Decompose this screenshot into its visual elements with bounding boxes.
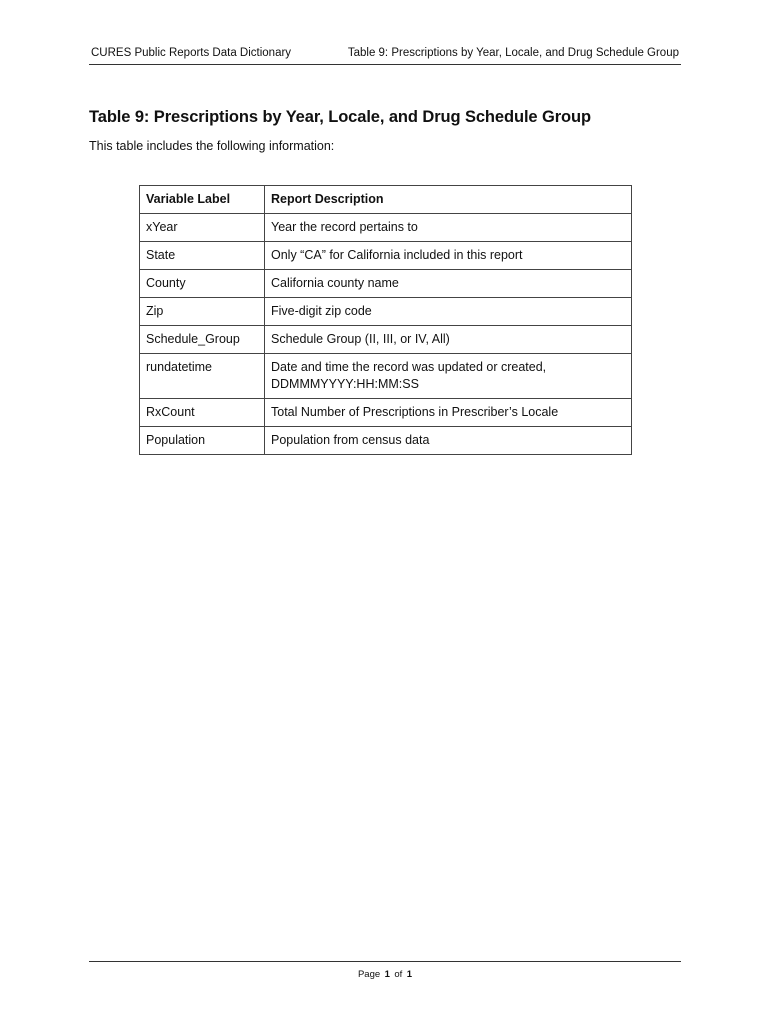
page-title: Table 9: Prescriptions by Year, Locale, and Drug Schedule Group (89, 108, 591, 126)
variable-label-cell: rundatetime (140, 354, 265, 399)
page-label: Page (357, 969, 381, 980)
report-description-cell: Total Number of Prescriptions in Prescriber’s Locale (265, 399, 632, 427)
table-row (140, 242, 632, 270)
table-row (140, 427, 632, 455)
report-description-cell: Five-digit zip code (265, 298, 632, 326)
table-row (140, 270, 632, 298)
table-row (140, 326, 632, 354)
intro-text: This table includes the following information: (89, 139, 335, 153)
page-of-label: of (394, 969, 403, 980)
variable-label-cell: xYear (140, 214, 265, 242)
table-row (140, 354, 632, 399)
page-current-number: 1 (384, 969, 390, 980)
table-row (140, 298, 632, 326)
column-header-variable-label: Variable Label (140, 186, 265, 214)
report-description-cell: Population from census data (265, 427, 632, 455)
table-row (140, 399, 632, 427)
page-footer (89, 961, 681, 982)
variable-label-cell: Population (140, 427, 265, 455)
table-header-row (140, 186, 632, 214)
header-document-name: CURES Public Reports Data Dictionary (91, 47, 292, 59)
data-dictionary-table (139, 185, 632, 455)
report-description-cell: California county name (265, 270, 632, 298)
variable-label-cell: RxCount (140, 399, 265, 427)
table-row (140, 214, 632, 242)
report-description-cell: Schedule Group (II, III, or IV, All) (265, 326, 632, 354)
variable-label-cell: Schedule_Group (140, 326, 265, 354)
report-description-cell: Date and time the record was updated or created, DDMMMYYYY:HH:MM:SS (265, 354, 632, 399)
report-description-cell: Only “CA” for California included in this report (265, 242, 632, 270)
variable-label-cell: State (140, 242, 265, 270)
page-total-number: 1 (406, 969, 413, 980)
column-header-report-description: Report Description (265, 186, 632, 214)
variable-label-cell: Zip (140, 298, 265, 326)
page-header (89, 46, 681, 65)
report-description-cell: Year the record pertains to (265, 214, 632, 242)
header-section-title: Table 9: Prescriptions by Year, Locale, and Drug Schedule Group (347, 47, 679, 59)
variable-label-cell: County (140, 270, 265, 298)
